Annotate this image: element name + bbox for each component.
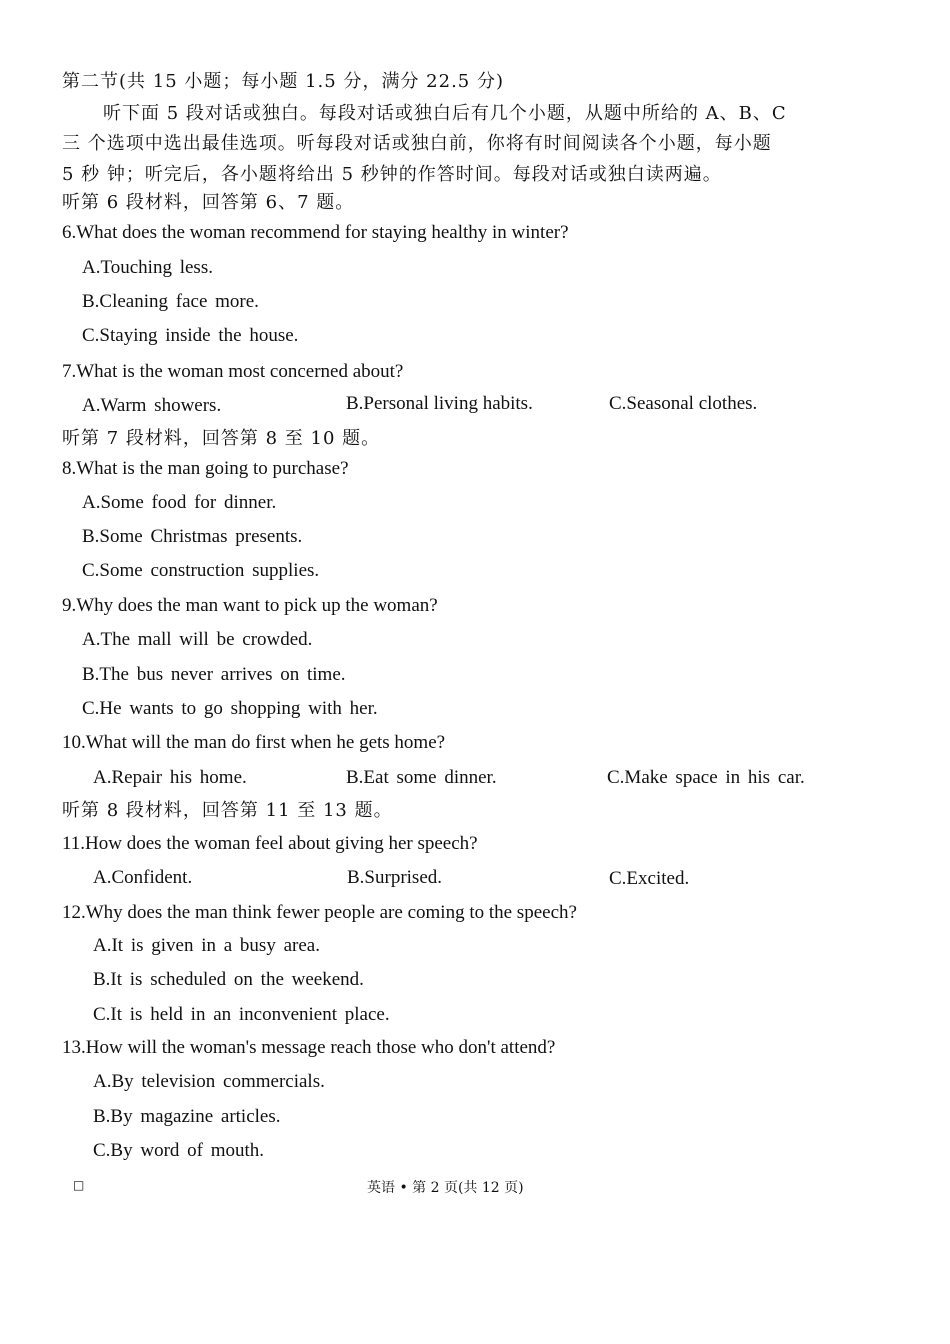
- option-6c: C.Staying inside the house.: [82, 325, 299, 346]
- option-10a: A.Repair his home.: [93, 767, 247, 788]
- option-6b: B.Cleaning face more.: [82, 291, 259, 312]
- instruction-line-3: 5 秒 钟；听完后，各小题将给出 5 秒钟的作答时间。每段对话或独白读两遍。: [62, 164, 722, 185]
- option-9c: C.He wants to go shopping with her.: [82, 698, 378, 719]
- instruction-line-1: 听下面 5 段对话或独白。每段对话或独白后有几个小题，从题中所给的 A、B、C: [103, 103, 787, 124]
- question-stem-7: 7.What is the woman most concerned about?: [62, 361, 404, 382]
- question-stem-11: 11.How does the woman feel about giving her speech?: [62, 833, 478, 854]
- question-stem-13: 13.How will the woman's message reach those who don't attend?: [62, 1037, 556, 1058]
- option-13c: C.By word of mouth.: [93, 1140, 265, 1161]
- footer-page-info: 英语 • 第 2 页(共 12 页): [367, 1180, 524, 1196]
- option-7c: C.Seasonal clothes.: [609, 393, 758, 414]
- question-stem-8: 8.What is the man going to purchase?: [62, 458, 349, 479]
- option-8a: A.Some food for dinner.: [82, 492, 277, 513]
- option-13a: A.By television commercials.: [93, 1071, 325, 1092]
- option-10b: B.Eat some dinner.: [346, 767, 497, 788]
- option-7a: A.Warm showers.: [82, 395, 222, 416]
- option-10c: C.Make space in his car.: [607, 767, 805, 788]
- footer-box-mark: □: [73, 1178, 85, 1192]
- question-stem-6: 6.What does the woman recommend for staying healthy in winter?: [62, 222, 569, 243]
- option-11a: A.Confident.: [93, 867, 193, 888]
- option-7b: B.Personal living habits.: [346, 393, 533, 414]
- option-13b: B.By magazine articles.: [93, 1106, 281, 1127]
- option-11c: C.Excited.: [609, 868, 690, 889]
- instruction-line-2: 三 个选项中选出最佳选项。听每段对话或独白前，你将有时间阅读各个小题，每小题: [62, 133, 772, 154]
- option-12c: C.It is held in an inconvenient place.: [93, 1004, 390, 1025]
- option-9a: A.The mall will be crowded.: [82, 629, 313, 650]
- question-stem-10: 10.What will the man do first when he gets home?: [62, 732, 446, 753]
- group-label-11-13: 听第 8 段材料，回答第 11 至 13 题。: [62, 800, 393, 821]
- option-8b: B.Some Christmas presents.: [82, 526, 303, 547]
- option-6a: A.Touching less.: [82, 257, 213, 278]
- option-9b: B.The bus never arrives on time.: [82, 664, 346, 685]
- option-8c: C.Some construction supplies.: [82, 560, 320, 581]
- question-stem-12: 12.Why does the man think fewer people are coming to the speech?: [62, 902, 577, 923]
- option-12a: A.It is given in a busy area.: [93, 935, 320, 956]
- group-label-6-7: 听第 6 段材料，回答第 6、7 题。: [62, 192, 355, 213]
- option-12b: B.It is scheduled on the weekend.: [93, 969, 364, 990]
- section-heading: 第二节(共 15 小题；每小题 1.5 分，满分 22.5 分): [62, 71, 504, 92]
- group-label-8-10: 听第 7 段材料，回答第 8 至 10 题。: [62, 428, 381, 449]
- question-stem-9: 9.Why does the man want to pick up the woman?: [62, 595, 438, 616]
- option-11b: B.Surprised.: [347, 867, 442, 888]
